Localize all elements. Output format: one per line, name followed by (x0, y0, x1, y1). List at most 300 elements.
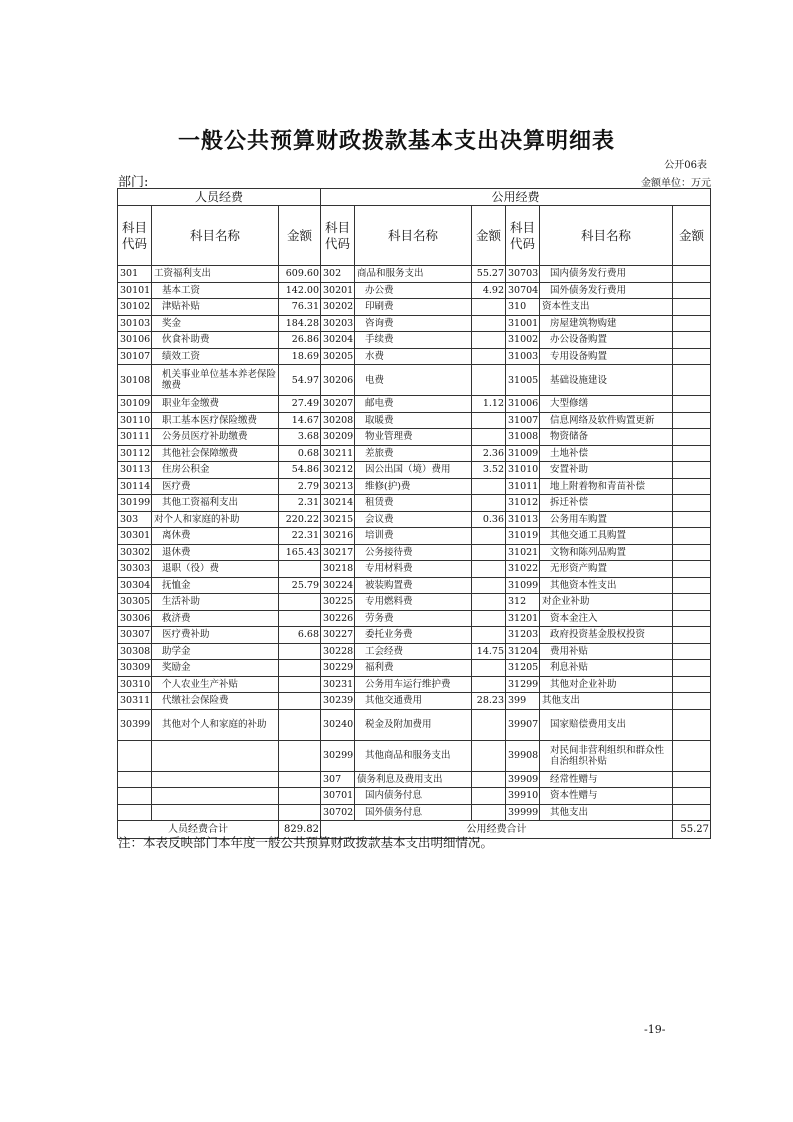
name-cell: 对个人和家庭的补助 (152, 511, 279, 528)
page-title: 一般公共预算财政拨款基本支出决算明细表 (177, 128, 615, 154)
code-cell: 30107 (118, 348, 152, 365)
name-cell: 其他工资福利支出 (152, 495, 279, 512)
amount-cell: 165.43 (279, 544, 321, 561)
name-cell: 办公费 (355, 282, 472, 299)
amount-cell: 28.23 (472, 693, 506, 710)
name-cell: 会议费 (355, 511, 472, 528)
amount-cell (673, 348, 711, 365)
code-cell: 31019 (506, 528, 540, 545)
amount-cell (673, 788, 711, 805)
code-cell: 30114 (118, 478, 152, 495)
name-cell: 工会经费 (355, 643, 472, 660)
name-cell: 其他支出 (540, 693, 673, 710)
code-cell: 30217 (321, 544, 355, 561)
name-cell: 国外债务付息 (355, 804, 472, 821)
code-cell: 30703 (506, 266, 540, 283)
name-cell: 劳务费 (355, 610, 472, 627)
code-cell: 30301 (118, 528, 152, 545)
code-cell: 31099 (506, 577, 540, 594)
name-cell: 专用设备购置 (540, 348, 673, 365)
name-cell: 伙食补助费 (152, 332, 279, 349)
personnel-total-amount: 829.82 (279, 821, 321, 839)
amount-cell (673, 332, 711, 349)
amount-cell (673, 676, 711, 693)
code-cell: 31201 (506, 610, 540, 627)
name-cell: 差旅费 (355, 445, 472, 462)
name-cell: 基础设施建设 (540, 365, 673, 396)
name-cell: 公务用车购置 (540, 511, 673, 528)
name-cell: 其他商品和服务支出 (355, 740, 472, 771)
name-cell: 地上附着物和青苗补偿 (540, 478, 673, 495)
code-cell: 310 (506, 299, 540, 316)
code-cell (118, 740, 152, 771)
name-cell: 商品和服务支出 (355, 266, 472, 283)
amount-cell: 18.69 (279, 348, 321, 365)
name-cell: 印刷费 (355, 299, 472, 316)
name-cell: 奖励金 (152, 660, 279, 677)
amount-cell (673, 627, 711, 644)
amount-cell: 14.75 (472, 643, 506, 660)
code-cell: 30224 (321, 577, 355, 594)
amount-cell (472, 660, 506, 677)
amount-cell (673, 365, 711, 396)
amount-header: 金额 (673, 206, 711, 266)
amount-cell: 0.68 (279, 445, 321, 462)
name-cell: 奖金 (152, 315, 279, 332)
amount-cell (472, 740, 506, 771)
amount-cell (279, 693, 321, 710)
amount-cell: 184.28 (279, 315, 321, 332)
code-cell: 31021 (506, 544, 540, 561)
name-cell: 福利费 (355, 660, 472, 677)
code-cell: 30302 (118, 544, 152, 561)
department-label: 部门: (118, 175, 149, 190)
code-cell: 30109 (118, 396, 152, 413)
amount-cell (472, 348, 506, 365)
table-row (118, 740, 711, 771)
name-cell: 房屋建筑物购建 (540, 315, 673, 332)
name-cell: 资本性赠与 (540, 788, 673, 805)
code-cell: 307 (321, 771, 355, 788)
amount-cell: 54.97 (279, 365, 321, 396)
name-cell: 水费 (355, 348, 472, 365)
table-note: 注：本表反映部门本年度一般公共预算财政拨款基本支出明细情况。 (118, 835, 494, 850)
amount-cell: 14.67 (279, 412, 321, 429)
name-cell: 被装购置费 (355, 577, 472, 594)
amount-cell: 0.36 (472, 511, 506, 528)
code-cell: 30229 (321, 660, 355, 677)
name-cell: 专用燃料费 (355, 594, 472, 611)
code-cell: 39908 (506, 740, 540, 771)
code-cell: 31001 (506, 315, 540, 332)
amount-cell (472, 528, 506, 545)
amount-cell (279, 771, 321, 788)
table-row (118, 544, 711, 561)
amount-unit-label: 金额单位：万元 (641, 178, 711, 189)
name-cell: 无形资产购置 (540, 561, 673, 578)
code-cell: 30205 (321, 348, 355, 365)
table-row (118, 594, 711, 611)
name-cell: 基本工资 (152, 282, 279, 299)
name-cell: 因公出国（境）费用 (355, 462, 472, 479)
code-cell: 31006 (506, 396, 540, 413)
table-row (118, 709, 711, 740)
name-cell: 国内债务付息 (355, 788, 472, 805)
name-cell: 职业年金缴费 (152, 396, 279, 413)
code-cell: 30206 (321, 365, 355, 396)
code-cell: 31205 (506, 660, 540, 677)
code-cell: 30201 (321, 282, 355, 299)
code-cell (118, 771, 152, 788)
name-header: 科目名称 (152, 206, 279, 266)
table-row (118, 365, 711, 396)
name-cell: 公务用车运行维护费 (355, 676, 472, 693)
amount-cell: 27.49 (279, 396, 321, 413)
code-cell: 399 (506, 693, 540, 710)
code-cell: 30214 (321, 495, 355, 512)
name-cell: 其他资本性支出 (540, 577, 673, 594)
code-cell: 30704 (506, 282, 540, 299)
code-cell: 31299 (506, 676, 540, 693)
code-cell: 30103 (118, 315, 152, 332)
code-cell: 30102 (118, 299, 152, 316)
table-row (118, 282, 711, 299)
amount-cell (673, 511, 711, 528)
amount-cell (472, 365, 506, 396)
amount-cell (673, 315, 711, 332)
code-cell: 30228 (321, 643, 355, 660)
name-cell: 取暖费 (355, 412, 472, 429)
group-header-row (118, 189, 711, 206)
name-cell: 手续费 (355, 332, 472, 349)
code-cell: 30110 (118, 412, 152, 429)
amount-cell: 220.22 (279, 511, 321, 528)
code-cell: 30225 (321, 594, 355, 611)
name-cell (152, 740, 279, 771)
code-cell: 39909 (506, 771, 540, 788)
amount-cell (673, 709, 711, 740)
code-cell (118, 788, 152, 805)
table-row (118, 495, 711, 512)
name-cell: 费用补贴 (540, 643, 673, 660)
amount-cell (279, 561, 321, 578)
code-cell: 31011 (506, 478, 540, 495)
code-cell: 30701 (321, 788, 355, 805)
name-cell: 津贴补贴 (152, 299, 279, 316)
table-row (118, 627, 711, 644)
name-cell: 其他交通工具购置 (540, 528, 673, 545)
amount-cell (279, 709, 321, 740)
code-cell: 30199 (118, 495, 152, 512)
amount-cell (472, 788, 506, 805)
table-number: 公开06表 (664, 160, 707, 171)
code-cell: 30304 (118, 577, 152, 594)
name-cell: 退职（役）费 (152, 561, 279, 578)
amount-header: 金额 (279, 206, 321, 266)
table-row (118, 429, 711, 446)
code-cell: 30202 (321, 299, 355, 316)
code-cell: 30309 (118, 660, 152, 677)
amount-cell (279, 594, 321, 611)
table-row (118, 561, 711, 578)
code-cell: 30215 (321, 511, 355, 528)
name-cell: 医疗费补助 (152, 627, 279, 644)
table-row (118, 577, 711, 594)
expenditure-detail-table (117, 188, 711, 839)
page-number: -19- (644, 1023, 666, 1036)
column-header-row (118, 206, 711, 266)
table-row (118, 528, 711, 545)
name-cell: 其他支出 (540, 804, 673, 821)
code-cell: 30310 (118, 676, 152, 693)
amount-cell (472, 771, 506, 788)
name-cell: 其他交通费用 (355, 693, 472, 710)
name-cell: 咨询费 (355, 315, 472, 332)
amount-cell (472, 429, 506, 446)
amount-cell (673, 693, 711, 710)
amount-cell (673, 561, 711, 578)
amount-cell (673, 495, 711, 512)
table-row (118, 462, 711, 479)
code-cell: 30211 (321, 445, 355, 462)
amount-cell (279, 788, 321, 805)
name-cell: 委托业务费 (355, 627, 472, 644)
code-cell: 30305 (118, 594, 152, 611)
amount-cell: 2.31 (279, 495, 321, 512)
code-cell: 39999 (506, 804, 540, 821)
code-cell: 31009 (506, 445, 540, 462)
code-cell: 30227 (321, 627, 355, 644)
code-cell: 312 (506, 594, 540, 611)
table-row (118, 804, 711, 821)
name-cell (152, 771, 279, 788)
amount-cell (472, 315, 506, 332)
name-cell: 国外债务发行费用 (540, 282, 673, 299)
code-cell: 31010 (506, 462, 540, 479)
name-cell: 住房公积金 (152, 462, 279, 479)
code-cell: 30111 (118, 429, 152, 446)
code-cell: 30240 (321, 709, 355, 740)
code-cell: 30239 (321, 693, 355, 710)
amount-cell (673, 299, 711, 316)
name-header: 科目名称 (355, 206, 472, 266)
name-cell: 利息补贴 (540, 660, 673, 677)
personnel-total-label: 人员经费合计 (118, 821, 279, 839)
amount-cell: 3.68 (279, 429, 321, 446)
table-row (118, 299, 711, 316)
name-cell: 绩效工资 (152, 348, 279, 365)
code-cell: 30308 (118, 643, 152, 660)
name-cell: 对企业补助 (540, 594, 673, 611)
table-row (118, 396, 711, 413)
amount-cell: 2.36 (472, 445, 506, 462)
name-cell: 土地补偿 (540, 445, 673, 462)
name-cell: 债务利息及费用支出 (355, 771, 472, 788)
amount-cell (673, 740, 711, 771)
name-cell: 信息网络及软件购置更新 (540, 412, 673, 429)
name-cell: 医疗费 (152, 478, 279, 495)
code-cell: 30209 (321, 429, 355, 446)
amount-cell (472, 478, 506, 495)
name-cell: 公务员医疗补助缴费 (152, 429, 279, 446)
code-cell: 30213 (321, 478, 355, 495)
code-cell: 30702 (321, 804, 355, 821)
table-body (118, 266, 711, 821)
name-cell: 抚恤金 (152, 577, 279, 594)
amount-cell (472, 332, 506, 349)
code-cell: 31008 (506, 429, 540, 446)
amount-cell (472, 804, 506, 821)
table-row (118, 771, 711, 788)
code-cell: 30207 (321, 396, 355, 413)
amount-cell (673, 594, 711, 611)
amount-cell: 22.31 (279, 528, 321, 545)
name-cell: 文物和陈列品购置 (540, 544, 673, 561)
code-cell: 39907 (506, 709, 540, 740)
amount-header: 金额 (472, 206, 506, 266)
name-cell: 救济费 (152, 610, 279, 627)
name-cell: 国家赔偿费用支出 (540, 709, 673, 740)
amount-cell (673, 282, 711, 299)
amount-cell (673, 804, 711, 821)
name-cell: 公务接待费 (355, 544, 472, 561)
table-row (118, 788, 711, 805)
code-cell: 30106 (118, 332, 152, 349)
code-cell: 30231 (321, 676, 355, 693)
amount-cell: 142.00 (279, 282, 321, 299)
amount-cell (673, 528, 711, 545)
code-cell: 39910 (506, 788, 540, 805)
amount-cell (279, 804, 321, 821)
name-cell: 物业管理费 (355, 429, 472, 446)
code-cell: 30303 (118, 561, 152, 578)
code-cell: 30307 (118, 627, 152, 644)
table-row (118, 693, 711, 710)
name-cell: 税金及附加费用 (355, 709, 472, 740)
name-cell: 培训费 (355, 528, 472, 545)
name-cell: 助学金 (152, 643, 279, 660)
code-cell: 30306 (118, 610, 152, 627)
amount-cell (673, 771, 711, 788)
code-cell: 30101 (118, 282, 152, 299)
code-cell: 31012 (506, 495, 540, 512)
name-cell: 退休费 (152, 544, 279, 561)
table-row (118, 511, 711, 528)
code-cell: 30218 (321, 561, 355, 578)
table-row (118, 478, 711, 495)
amount-cell (279, 660, 321, 677)
amount-cell (673, 660, 711, 677)
amount-cell (279, 643, 321, 660)
amount-cell: 55.27 (472, 266, 506, 283)
name-cell: 维修(护)费 (355, 478, 472, 495)
code-cell: 30299 (321, 740, 355, 771)
amount-cell (673, 445, 711, 462)
name-cell: 资本性支出 (540, 299, 673, 316)
code-cell: 30216 (321, 528, 355, 545)
name-cell: 电费 (355, 365, 472, 396)
table-row (118, 676, 711, 693)
table-row (118, 445, 711, 462)
amount-cell (673, 643, 711, 660)
name-cell (152, 804, 279, 821)
amount-cell: 6.68 (279, 627, 321, 644)
code-cell (118, 804, 152, 821)
name-cell: 代缴社会保险费 (152, 693, 279, 710)
amount-cell (673, 610, 711, 627)
name-header: 科目名称 (540, 206, 673, 266)
amount-cell (472, 544, 506, 561)
personnel-group-header: 人员经费 (118, 189, 321, 206)
table-row (118, 266, 711, 283)
code-cell: 30226 (321, 610, 355, 627)
name-cell: 其他社会保障缴费 (152, 445, 279, 462)
name-cell: 个人农业生产补贴 (152, 676, 279, 693)
table-row (118, 315, 711, 332)
name-cell: 租赁费 (355, 495, 472, 512)
public-group-header: 公用经费 (321, 189, 711, 206)
amount-cell (472, 594, 506, 611)
amount-cell (279, 610, 321, 627)
name-cell: 生活补助 (152, 594, 279, 611)
table-row (118, 332, 711, 349)
amount-cell: 1.12 (472, 396, 506, 413)
amount-cell (472, 299, 506, 316)
code-cell: 31003 (506, 348, 540, 365)
amount-cell (472, 577, 506, 594)
code-cell: 30311 (118, 693, 152, 710)
table-row (118, 610, 711, 627)
amount-cell (673, 412, 711, 429)
table-row (118, 412, 711, 429)
name-cell: 办公设备购置 (540, 332, 673, 349)
name-cell: 专用材料费 (355, 561, 472, 578)
code-cell: 303 (118, 511, 152, 528)
table-row (118, 660, 711, 677)
code-cell: 31002 (506, 332, 540, 349)
code-cell: 30212 (321, 462, 355, 479)
code-cell: 30112 (118, 445, 152, 462)
amount-cell: 609.60 (279, 266, 321, 283)
name-cell: 其他对个人和家庭的补助 (152, 709, 279, 740)
name-cell (152, 788, 279, 805)
name-cell: 机关事业单位基本养老保险缴费 (152, 365, 279, 396)
amount-cell: 3.52 (472, 462, 506, 479)
amount-cell: 54.86 (279, 462, 321, 479)
table-row (118, 348, 711, 365)
code-cell: 30203 (321, 315, 355, 332)
code-cell: 31005 (506, 365, 540, 396)
code-header: 科目代码 (321, 206, 355, 266)
amount-cell: 25.79 (279, 577, 321, 594)
amount-cell (673, 577, 711, 594)
code-cell: 31007 (506, 412, 540, 429)
amount-cell: 76.31 (279, 299, 321, 316)
name-cell: 拆迁补偿 (540, 495, 673, 512)
amount-cell (673, 429, 711, 446)
name-cell: 安置补助 (540, 462, 673, 479)
amount-cell (472, 709, 506, 740)
public-total-amount: 55.27 (673, 821, 711, 839)
code-cell: 301 (118, 266, 152, 283)
name-cell: 离休费 (152, 528, 279, 545)
name-cell: 政府投资基金股权投资 (540, 627, 673, 644)
code-header: 科目代码 (118, 206, 152, 266)
amount-cell (673, 396, 711, 413)
amount-cell (472, 676, 506, 693)
amount-cell (673, 462, 711, 479)
amount-cell (472, 561, 506, 578)
